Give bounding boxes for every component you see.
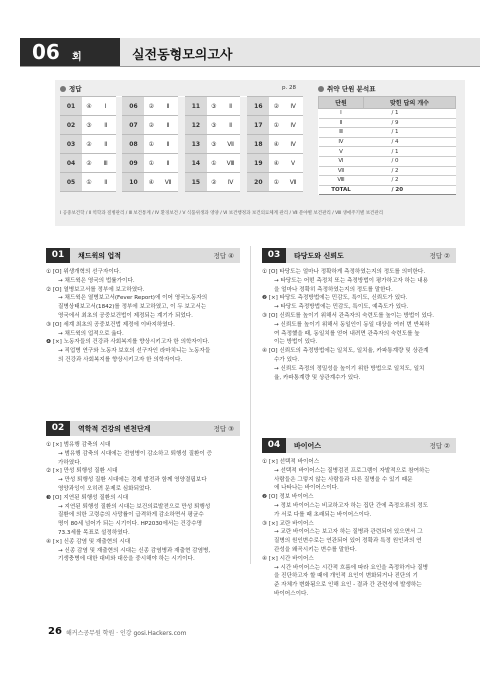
explanation-line: → 선택적 바이어스는 질병검진 프로그램이 자발적으로 참여하는 bbox=[274, 467, 430, 474]
answer-row bbox=[60, 173, 303, 192]
explanation-line: → 타당도 측정방법에는 민감도, 특이도, 예측도가 있다. bbox=[274, 304, 409, 311]
question-no: 08 bbox=[122, 135, 144, 154]
weak-unit-row bbox=[319, 128, 456, 138]
unit-label: Ⅰ bbox=[319, 109, 364, 119]
answer-choice: ② bbox=[207, 173, 221, 192]
option-line: ④ [O] 신뢰도의 측정방법에는 일치도, 일치율, 카파통계량 및 상관계 bbox=[262, 348, 429, 355]
unit-label: Ⅳ bbox=[319, 137, 364, 147]
answer-row bbox=[60, 154, 303, 173]
answer-unit: Ⅴ bbox=[283, 154, 303, 173]
explanation-line: 질환에 의한 고령층의 사망률이 급격하게 감소하면서 평균수 bbox=[58, 512, 204, 519]
answer-choice: ② bbox=[144, 116, 158, 135]
question-no: 04 bbox=[60, 154, 82, 173]
col-count: 맞힌 답의 개수 bbox=[363, 97, 455, 109]
weak-unit-row bbox=[319, 109, 456, 119]
answer-gap bbox=[178, 154, 185, 173]
exam-title: 실전동형모의고사 bbox=[132, 48, 233, 63]
answer-choice: ① bbox=[144, 154, 158, 173]
question-body-01 bbox=[46, 268, 242, 365]
exam-number-badge bbox=[20, 38, 120, 66]
answers-page-ref: p. 28 bbox=[282, 85, 296, 91]
weak-unit-row bbox=[319, 176, 456, 186]
question-no: 16 bbox=[247, 97, 269, 116]
weak-analysis-title: 취약 단원 분석표 bbox=[318, 84, 375, 93]
question-no: 11 bbox=[185, 97, 207, 116]
answer-unit: Ⅱ bbox=[96, 135, 116, 154]
weak-unit-row bbox=[319, 118, 456, 128]
question-header-01 bbox=[46, 248, 240, 263]
explanation-line: 질병상태보고서(1842)를 정부에 보고하였고, 이 두 보고서는 bbox=[58, 304, 207, 311]
option-line: ❹ [×] 노동자들의 건강과 사회복지를 향상시키고자 한 의학자이다. bbox=[46, 339, 210, 346]
explanation-line: → 채드윅의 업적으로 옳다. bbox=[58, 330, 124, 337]
answer-unit: Ⅱ bbox=[158, 116, 178, 135]
exam-number-suffix: 회 bbox=[72, 52, 82, 63]
question-no: 20 bbox=[247, 173, 269, 192]
question-no: 12 bbox=[185, 116, 207, 135]
unit-label: Ⅴ bbox=[319, 147, 364, 157]
option-line: ① [×] 범유행 감축의 시대 bbox=[46, 442, 111, 448]
explanation-line: → 정보 바이어스는 비교하고자 하는 집단 간에 측정오류의 정도 bbox=[274, 502, 429, 509]
question-answer: 정답 ③ bbox=[213, 425, 234, 433]
question-no: 19 bbox=[247, 154, 269, 173]
option-line: ❷ [×] 타당도 측정방법에는 민감도, 특이도, 신뢰도가 있다. bbox=[262, 295, 408, 302]
answer-gap bbox=[240, 154, 247, 173]
answer-unit: Ⅶ bbox=[283, 173, 303, 192]
answer-unit: Ⅱ bbox=[158, 97, 178, 116]
answer-unit: Ⅱ bbox=[158, 154, 178, 173]
question-number: 03 bbox=[262, 248, 286, 263]
explanation-line: → 만성 퇴행성 질환 시대에는 경제 발전과 함께 영양결핍보다 bbox=[58, 477, 207, 484]
answer-choice: ④ bbox=[82, 97, 96, 116]
answer-gap bbox=[240, 173, 247, 192]
question-number: 04 bbox=[262, 438, 286, 453]
answer-gap bbox=[178, 135, 185, 154]
weak-unit-table bbox=[318, 96, 456, 195]
explanation-line: 을 얼마나 정확히 측정하였는지의 정도를 말한다. bbox=[274, 286, 393, 293]
total-value: / 20 bbox=[363, 185, 455, 195]
question-body-03 bbox=[262, 268, 458, 382]
answer-gap bbox=[116, 116, 123, 135]
question-header-02 bbox=[46, 421, 240, 436]
question-answer: 정답 ② bbox=[429, 252, 450, 260]
explanation-line: → 교란 바이어스는 보고자 하는 질병과 관련되어 있으면서 그 bbox=[274, 529, 423, 536]
question-title: 역학적 건강의 변천단계 bbox=[78, 425, 151, 433]
answer-choice: ③ bbox=[82, 116, 96, 135]
question-answer: 정답 ② bbox=[429, 442, 450, 450]
answer-unit: Ⅳ bbox=[283, 97, 303, 116]
unit-count: / 1 bbox=[363, 147, 455, 157]
weak-unit-row bbox=[319, 166, 456, 176]
unit-count: / 1 bbox=[363, 109, 455, 119]
question-number: 01 bbox=[46, 248, 70, 263]
explanation-line: → 시간 바이어스는 시간적 흐름에 따라 요인을 측정하거나 질병 bbox=[274, 564, 429, 571]
page-number: 26 bbox=[48, 626, 62, 637]
answer-unit: Ⅱ bbox=[96, 116, 116, 135]
explanation-line: → 신뢰도를 높이기 위해서 동일인이 동일 대상을 여러 번 반복하 bbox=[274, 321, 430, 328]
option-line: ② [O] 열병보고서를 정부에 보고하였다. bbox=[46, 286, 145, 293]
answers-title: 정답 bbox=[60, 84, 82, 93]
answer-unit: Ⅳ bbox=[221, 173, 241, 192]
question-no: 03 bbox=[60, 135, 82, 154]
explanation-line: 관성을 왜곡시키는 변수를 말한다. bbox=[274, 546, 357, 553]
answer-choice: ① bbox=[144, 135, 158, 154]
answer-choice: ② bbox=[82, 154, 96, 173]
question-title: 바이어스 bbox=[294, 442, 322, 450]
answer-choice: ① bbox=[269, 116, 283, 135]
question-no: 14 bbox=[185, 154, 207, 173]
explanation-line: → 타당도는 어떤 측정치 또는 측정방법이 평가하고자 하는 내용 bbox=[274, 277, 429, 284]
answer-unit: Ⅷ bbox=[221, 154, 241, 173]
question-no: 05 bbox=[60, 173, 82, 192]
question-no: 07 bbox=[122, 116, 144, 135]
option-line: ④ [×] 신종 감염 및 재출현의 시대 bbox=[46, 538, 131, 545]
question-body-02 bbox=[46, 441, 242, 564]
unit-count: / 9 bbox=[363, 118, 455, 128]
question-no: 13 bbox=[185, 135, 207, 154]
question-no: 02 bbox=[60, 116, 82, 135]
answer-gap bbox=[178, 173, 185, 192]
answer-choice: ② bbox=[82, 135, 96, 154]
option-line: ❸ [O] 지연된 퇴행성 질환의 시대 bbox=[46, 494, 129, 501]
question-no: 06 bbox=[122, 97, 144, 116]
option-line: ❷ [O] 정보 바이어스 bbox=[262, 494, 314, 501]
bullet-icon bbox=[318, 86, 324, 92]
answer-gap bbox=[116, 173, 123, 192]
option-line: ③ [O] 세계 최초의 공중보건법 제정에 이바지하였다. bbox=[46, 321, 175, 328]
answer-choice: ③ bbox=[207, 97, 221, 116]
answer-gap bbox=[240, 116, 247, 135]
exam-header bbox=[20, 38, 480, 66]
explanation-line: 여 측정했을 때, 동일치를 얻어 내려면 관측자의 숙련도를 높 bbox=[274, 330, 420, 337]
answer-gap bbox=[116, 97, 123, 116]
explanation-line: 준 자체가 변화됨으로 인해 요인 - 결과 간 관련성에 발생하는 bbox=[274, 582, 422, 589]
total-row bbox=[319, 185, 456, 195]
weak-unit-row bbox=[319, 147, 456, 157]
option-line: ① [O] 타당도는 얼마나 정확하게 측정하였는지의 정도를 의미한다. bbox=[262, 269, 426, 275]
unit-count: / 2 bbox=[363, 176, 455, 186]
question-no: 10 bbox=[122, 173, 144, 192]
explanation-line: 율, 카파통계량 및 상관계수가 있다. bbox=[274, 374, 361, 381]
question-no: 15 bbox=[185, 173, 207, 192]
explanation-line: 수가 있다. bbox=[274, 356, 300, 363]
answer-gap bbox=[116, 135, 123, 154]
answer-choice: ② bbox=[144, 97, 158, 116]
answer-unit: Ⅱ bbox=[221, 97, 241, 116]
option-line: ③ [O] 신뢰도를 높이기 위해서 관측자의 숙련도를 높이는 방법이 있다. bbox=[262, 312, 435, 319]
unit-label: Ⅲ bbox=[319, 128, 364, 138]
option-line: ③ [×] 교란 바이어스 bbox=[262, 520, 314, 527]
unit-legend: Ⅰ 공중보건학 / Ⅱ 역학과 질병관리 / Ⅲ 보건통계 / Ⅳ 환경보건 / Ⅴ 식품위생과 영양 / Ⅵ 보건행정과 보건의료체계 관리 / Ⅶ 분야별 보건관리 / Ⅷ 생애주기별 보건관리 bbox=[60, 211, 384, 216]
weak-unit-row bbox=[319, 137, 456, 147]
explanation-line: → 채드윅은 영국의 법률가이다. bbox=[58, 277, 135, 284]
unit-count: / 0 bbox=[363, 156, 455, 166]
answer-gap bbox=[240, 97, 247, 116]
answer-table bbox=[60, 96, 303, 192]
unit-label: Ⅶ bbox=[319, 166, 364, 176]
unit-label: Ⅷ bbox=[319, 176, 364, 186]
footer-text: 해커스공무원 학원 · 인강 gosi.Hackers.com bbox=[66, 630, 187, 637]
header-divider bbox=[20, 66, 480, 67]
weak-unit-row bbox=[319, 156, 456, 166]
answer-unit: Ⅳ bbox=[283, 116, 303, 135]
answer-unit: Ⅶ bbox=[221, 135, 241, 154]
explanation-line: 가하였다. bbox=[58, 459, 82, 466]
explanation-line: → 지연된 퇴행성 질환의 시대는 보건의료발전으로 만성 퇴행성 bbox=[58, 503, 211, 510]
answer-gap bbox=[240, 135, 247, 154]
unit-label: Ⅱ bbox=[319, 118, 364, 128]
question-no: 18 bbox=[247, 135, 269, 154]
question-title: 채드윅의 업적 bbox=[78, 252, 122, 260]
unit-count: / 2 bbox=[363, 166, 455, 176]
total-label: TOTAL bbox=[319, 185, 364, 195]
explanation-line: → 범유행 감축의 시대에는 전염병이 감소하고 퇴행성 질환이 증 bbox=[58, 450, 213, 457]
explanation-line: → 신뢰도 측정의 정밀성을 높이기 위한 방법으로 일치도, 일치 bbox=[274, 365, 425, 372]
answer-unit: Ⅰ bbox=[96, 97, 116, 116]
exam-number: 06 bbox=[32, 40, 60, 64]
answer-row bbox=[60, 116, 303, 135]
explanation-line: 사람들은 그렇지 않는 사람들과 다른 질병을 수 있기 때문 bbox=[274, 476, 413, 483]
bullet-icon bbox=[60, 86, 66, 92]
answer-unit: Ⅱ bbox=[158, 135, 178, 154]
unit-count: / 1 bbox=[363, 128, 455, 138]
explanation-line: 바이어스이다. bbox=[274, 590, 309, 597]
unit-count: / 4 bbox=[363, 137, 455, 147]
answer-choice: ④ bbox=[269, 135, 283, 154]
question-header-03 bbox=[262, 248, 456, 263]
explanation-line: 의 건강과 사회복지를 향상시키고자 한 의학자이다. bbox=[58, 356, 183, 363]
explanation-line: 영양과잉이 오히려 문제로 심화되었다. bbox=[58, 485, 152, 492]
option-line: ① [O] 위생개혁의 선구자이다. bbox=[46, 269, 121, 275]
answer-gap bbox=[116, 154, 123, 173]
question-answer: 정답 ④ bbox=[213, 252, 234, 260]
answer-gap bbox=[178, 116, 185, 135]
explanation-line: 질병의 원인변수로는 연관되어 있어 정확과 특정 원인과의 연 bbox=[274, 538, 422, 545]
column-divider bbox=[250, 246, 251, 564]
answer-gap bbox=[178, 97, 185, 116]
answer-row bbox=[60, 97, 303, 116]
option-line: ① [×] 선택적 바이어스 bbox=[262, 459, 320, 465]
unit-label: Ⅵ bbox=[319, 156, 364, 166]
answer-choice: ① bbox=[207, 154, 221, 173]
explanation-line: 을 진단하고자 할 때에 개인적 요인이 변화되거나 진단의 기 bbox=[274, 573, 418, 580]
col-unit: 단원 bbox=[319, 97, 364, 109]
explanation-line: 이는 방법이 있다. bbox=[274, 339, 318, 346]
answer-unit: Ⅳ bbox=[283, 135, 303, 154]
explanation-line: 명이 80세 넘어가 되는 시기이다. HP2030에서는 건강수명 bbox=[58, 521, 203, 528]
question-header-04 bbox=[262, 438, 456, 453]
answer-choice: ③ bbox=[207, 116, 221, 135]
question-no: 09 bbox=[122, 154, 144, 173]
explanation-line: 영국에서 최초의 공중보건법이 제정되는 계기가 되었다. bbox=[58, 312, 193, 319]
answer-choice: ① bbox=[269, 173, 283, 192]
question-no: 17 bbox=[247, 116, 269, 135]
explanation-line: → 직업병 연구와 노동자 보호의 선구자인 라마치니는 노동자들 bbox=[58, 348, 211, 355]
question-number: 02 bbox=[46, 421, 70, 436]
answer-unit: Ⅱ bbox=[221, 116, 241, 135]
answer-choice: ① bbox=[82, 173, 96, 192]
answer-unit: Ⅶ bbox=[158, 173, 178, 192]
question-no: 01 bbox=[60, 97, 82, 116]
explanation-line: 73.3세를 목표로 설정하였다. bbox=[58, 529, 130, 536]
explanation-line: 기생충병에 대한 대비와 대응을 중시해야 하는 시기이다. bbox=[58, 556, 195, 563]
answer-unit: Ⅱ bbox=[96, 173, 116, 192]
explanation-line: → 채드윅은 열병보고서(Fever Report)에 이어 영국노동자의 bbox=[58, 295, 208, 302]
question-body-04 bbox=[262, 458, 458, 599]
explanation-line: 에 나타나는 바이어스이다. bbox=[274, 485, 339, 492]
answer-unit: Ⅲ bbox=[96, 154, 116, 173]
answer-row bbox=[60, 135, 303, 154]
explanation-line: 가 서로 다를 때 초래되는 바이어스이다. bbox=[274, 511, 372, 518]
explanation-line: → 신종 감염 및 재출현의 시대는 신종 감염병과 재출현 감염병, bbox=[58, 547, 211, 554]
answer-choice: ② bbox=[269, 97, 283, 116]
answer-choice: ③ bbox=[207, 135, 221, 154]
option-line: ② [×] 만성 퇴행성 질환 시대 bbox=[46, 468, 118, 475]
answer-choice: ④ bbox=[144, 173, 158, 192]
question-title: 타당도와 신뢰도 bbox=[294, 252, 344, 260]
option-line: ④ [×] 시간 바이어스 bbox=[262, 555, 314, 562]
answer-choice: ④ bbox=[269, 154, 283, 173]
